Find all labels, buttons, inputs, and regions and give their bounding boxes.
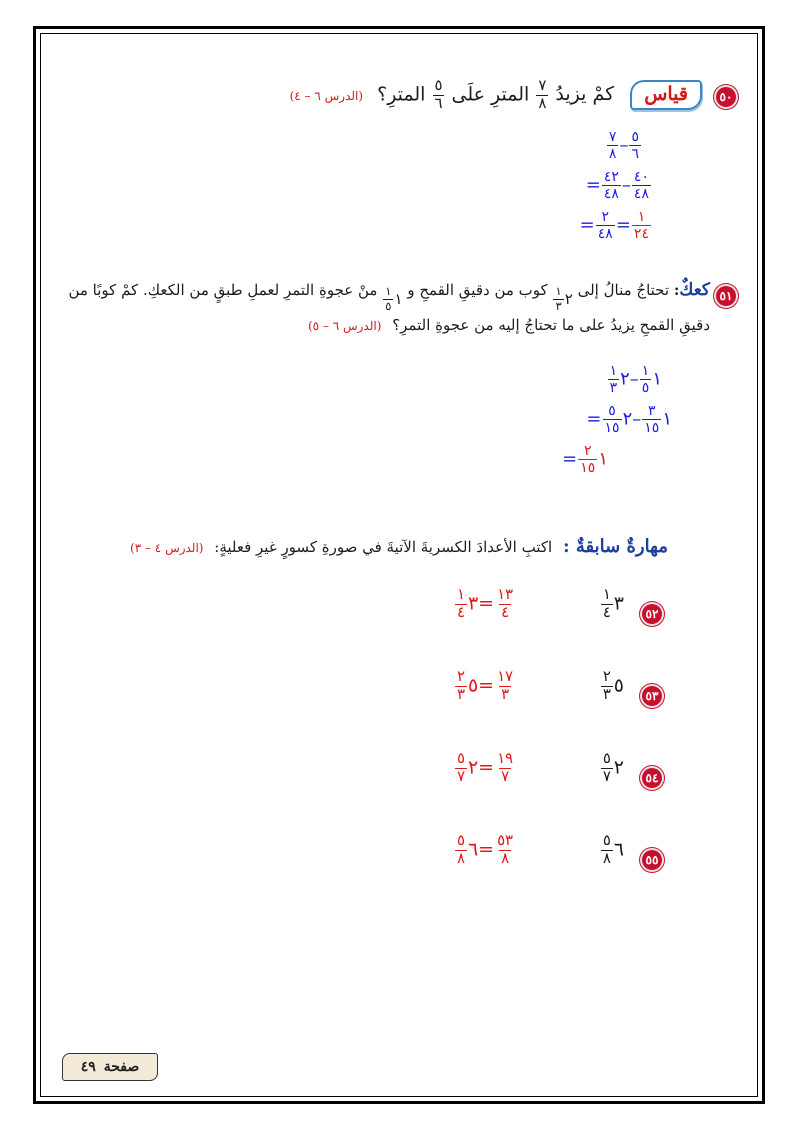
given-mixed-number: ٢ $\frac{٥}{٧}$: [602, 750, 624, 785]
improper-fraction-answer: $\frac{١٩}{٧}$ =٢ $\frac{٥}{٧}$: [456, 750, 513, 785]
given-mixed-number: ٥ $\frac{٢}{٣}$: [602, 668, 624, 703]
problem-label: كعكٌ: [679, 280, 710, 300]
previous-skill-heading: [130, 536, 668, 557]
question-fraction: $\frac{٧}{٨}$: [538, 77, 547, 112]
question-text: المترِ علَى: [451, 83, 530, 106]
solution-line: ١ $\frac{٣}{١٥}$ –٢ $\frac{٥}{١٥}$ =: [586, 403, 672, 437]
solution-line: $\frac{٤٠}{٤٨}$ – $\frac{٤٢}{٤٨}$ =: [585, 169, 649, 203]
page-number: ٤٩: [80, 1059, 96, 1075]
exercise-number-badge: ٥٢: [640, 602, 664, 626]
page-number-box: [62, 1053, 158, 1081]
lesson-reference: (الدرس ٤ – ٣): [130, 541, 204, 555]
problem-51-line-1: كعكٌ: تحتاجُ منالُ إلى $\frac{١}{٣}$ ٢ كوب من دقيقِ القمحِ و $\frac{١}{٥}$ ١ منْ عجوةِ التمرِ لعملِ طبقٍ من الكعكِ. كمْ كوبًا من: [68, 280, 710, 313]
solution-line: $\frac{٥}{٦}$ – $\frac{٧}{٨}$: [608, 129, 639, 163]
solution-line: ١ $\frac{١}{٥}$ –٢ $\frac{١}{٣}$: [609, 363, 662, 397]
improper-fraction-answer: $\frac{١٧}{٣}$ =٥ $\frac{٢}{٣}$: [456, 668, 513, 703]
given-mixed-number: ٣ $\frac{١}{٤}$: [602, 586, 624, 621]
answer-fraction: $\frac{١}{٢٤}$: [633, 209, 649, 243]
question-text: المترِ؟: [377, 83, 426, 106]
skill-label: مهارةٌ سابقةٌ :: [562, 536, 668, 557]
improper-fraction-answer: $\frac{١٣}{٤}$ =٣ $\frac{١}{٤}$: [456, 586, 513, 621]
problem-51-line-2: دقيقِ القمحِ يزيدُ على ما تحتاجُ إليه من عجوةِ التمرِ؟ (الدرس ٦ – ٥): [307, 316, 710, 334]
fraction: $\frac{٥}{٦}$: [631, 129, 639, 163]
problem-50-question: [290, 79, 702, 112]
lesson-reference: (الدرس ٦ – ٤): [289, 89, 364, 104]
exercise-number-badge: ٥٤: [640, 766, 664, 790]
exercise-number-badge: ٥٥: [640, 848, 664, 872]
improper-fraction-answer: $\frac{٥٣}{٨}$ =٦ $\frac{٥}{٨}$: [456, 832, 513, 867]
solution-line: ١ $\frac{٢}{١٥}$ =: [562, 443, 608, 477]
fraction: $\frac{٤٠}{٤٨}$: [633, 169, 649, 203]
given-mixed-number: ٦ $\frac{٥}{٨}$: [602, 832, 624, 867]
skill-instruction: اكتبِ الأعدادَ الكسريةَ الآتيةَ في صورةِ كسورٍ غيرِ فعليةٍ:: [214, 538, 553, 556]
question-text: كمْ يزيدُ: [555, 83, 615, 106]
problem-number-badge: ٥٠: [714, 85, 738, 109]
mixed-number: $\frac{١}{٣}$ ٢: [555, 284, 573, 313]
problem-number-badge: ٥١: [714, 284, 738, 308]
exercise-number-badge: ٥٣: [640, 684, 664, 708]
fraction: $\frac{٤٢}{٤٨}$: [603, 169, 619, 203]
fraction: $\frac{٧}{٨}$: [608, 129, 617, 163]
fraction: $\frac{٢}{٤٨}$: [597, 209, 613, 243]
page-label: صفحة: [103, 1059, 140, 1075]
solution-line: $\frac{١}{٢٤}$ = $\frac{٢}{٤٨}$ =: [579, 209, 649, 243]
measurement-tag: قياس: [630, 80, 702, 110]
mixed-number: $\frac{١}{٥}$ ١: [385, 284, 403, 313]
question-fraction: $\frac{٥}{٦}$: [434, 77, 443, 112]
lesson-reference: (الدرس ٦ – ٥): [307, 319, 382, 333]
